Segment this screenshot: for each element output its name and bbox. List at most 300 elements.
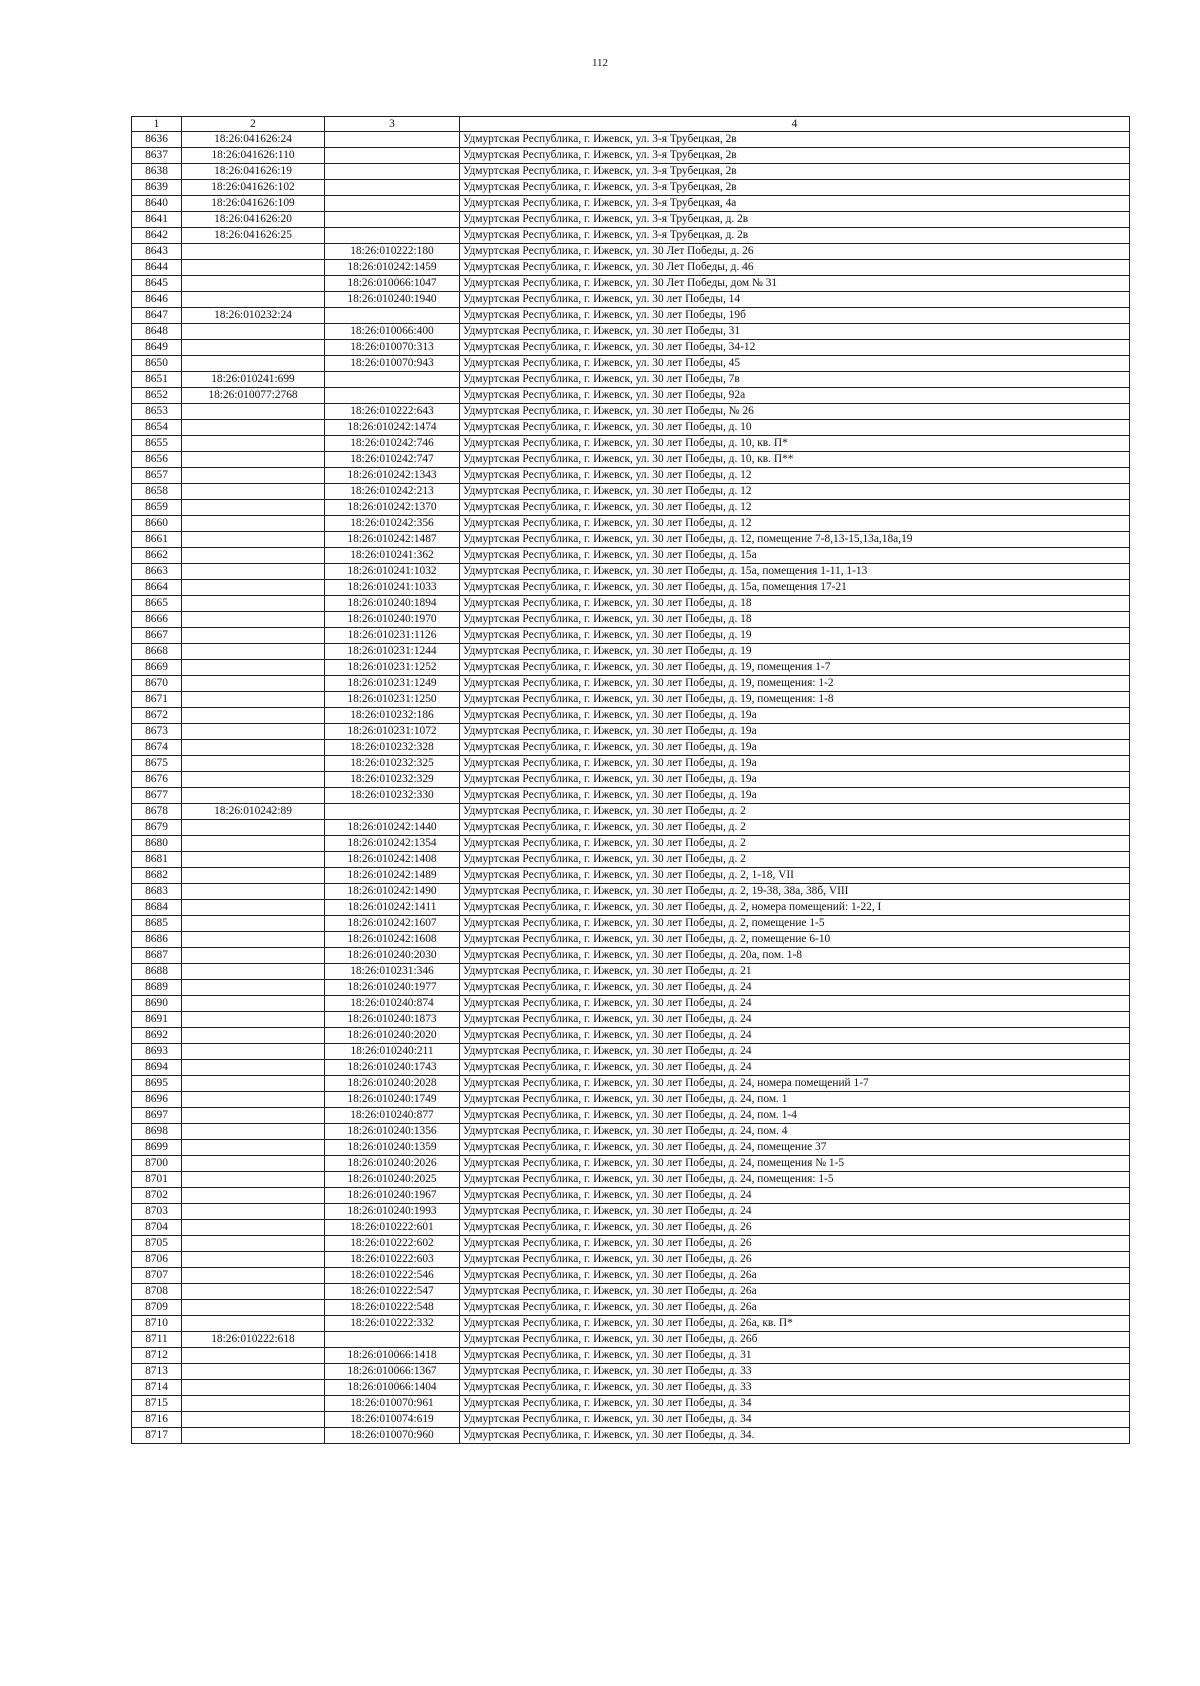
cadastral-number-col3-cell: 18:26:010222:601 (325, 1220, 460, 1236)
address-cell: Удмуртская Республика, г. Ижевск, ул. 30 лет Победы, д. 19, помещения: 1-2 (460, 676, 1130, 692)
table-row (132, 868, 1130, 884)
address-cell: Удмуртская Республика, г. Ижевск, ул. 30 лет Победы, д. 12 (460, 500, 1130, 516)
row-number-cell: 8691 (132, 1012, 182, 1028)
address-cell: Удмуртская Республика, г. Ижевск, ул. 30 лет Победы, д. 24 (460, 996, 1130, 1012)
row-number-cell: 8637 (132, 148, 182, 164)
row-number-cell: 8680 (132, 836, 182, 852)
address-cell: Удмуртская Республика, г. Ижевск, ул. 30 лет Победы, д. 19а (460, 708, 1130, 724)
row-number-cell: 8672 (132, 708, 182, 724)
column-header-3: 3 (325, 117, 460, 132)
cadastral-number-col3-cell (325, 132, 460, 148)
address-cell: Удмуртская Республика, г. Ижевск, ул. 30 лет Победы, д. 24 (460, 1012, 1130, 1028)
row-number-cell: 8695 (132, 1076, 182, 1092)
table-body (132, 132, 1130, 1444)
cadastral-number-col3-cell: 18:26:010222:547 (325, 1284, 460, 1300)
cadastral-number-col2-cell (182, 1076, 325, 1092)
column-header-1: 1 (132, 117, 182, 132)
cadastral-number-col2-cell: 18:26:041626:24 (182, 132, 325, 148)
cadastral-number-col3-cell: 18:26:010242:213 (325, 484, 460, 500)
table-row (132, 532, 1130, 548)
cadastral-number-col2-cell (182, 356, 325, 372)
row-number-cell: 8690 (132, 996, 182, 1012)
table-row (132, 612, 1130, 628)
address-cell: Удмуртская Республика, г. Ижевск, ул. 30 лет Победы, д. 15а, помещения 1-11, 1-13 (460, 564, 1130, 580)
cadastral-number-col2-cell (182, 1284, 325, 1300)
address-cell: Удмуртская Республика, г. Ижевск, ул. 30 лет Победы, д. 19 (460, 644, 1130, 660)
row-number-cell: 8706 (132, 1252, 182, 1268)
row-number-cell: 8712 (132, 1348, 182, 1364)
cadastral-number-col2-cell (182, 452, 325, 468)
address-cell: Удмуртская Республика, г. Ижевск, ул. 30 Лет Победы, дом № 31 (460, 276, 1130, 292)
address-cell: Удмуртская Республика, г. Ижевск, ул. 30 лет Победы, д. 2 (460, 852, 1130, 868)
cadastral-number-col3-cell: 18:26:010240:1356 (325, 1124, 460, 1140)
cadastral-number-col2-cell (182, 980, 325, 996)
table-row (132, 484, 1130, 500)
row-number-cell: 8668 (132, 644, 182, 660)
table-row (132, 260, 1130, 276)
cadastral-number-col2-cell (182, 548, 325, 564)
cadastral-number-col2-cell (182, 1108, 325, 1124)
row-number-cell: 8693 (132, 1044, 182, 1060)
cadastral-number-col2-cell (182, 1236, 325, 1252)
page-number: 112 (591, 57, 609, 69)
table-row (132, 324, 1130, 340)
row-number-cell: 8694 (132, 1060, 182, 1076)
row-number-cell: 8645 (132, 276, 182, 292)
row-number-cell: 8661 (132, 532, 182, 548)
table-row (132, 1124, 1130, 1140)
cadastral-number-col3-cell: 18:26:010241:1033 (325, 580, 460, 596)
table-row (132, 436, 1130, 452)
cadastral-number-col3-cell: 18:26:010231:1250 (325, 692, 460, 708)
row-number-cell: 8639 (132, 180, 182, 196)
table-row (132, 948, 1130, 964)
cadastral-number-col3-cell: 18:26:010240:877 (325, 1108, 460, 1124)
table-row (132, 180, 1130, 196)
table-row (132, 932, 1130, 948)
cadastral-number-col3-cell (325, 804, 460, 820)
cadastral-number-col3-cell (325, 164, 460, 180)
cadastral-number-col2-cell (182, 900, 325, 916)
cadastral-number-col2-cell (182, 468, 325, 484)
cadastral-number-col3-cell: 18:26:010222:548 (325, 1300, 460, 1316)
address-cell: Удмуртская Республика, г. Ижевск, ул. 30 лет Победы, д. 26а (460, 1284, 1130, 1300)
address-cell: Удмуртская Республика, г. Ижевск, ул. 3-я Трубецкая, 4а (460, 196, 1130, 212)
cadastral-number-col2-cell: 18:26:010077:2768 (182, 388, 325, 404)
table-row (132, 708, 1130, 724)
address-cell: Удмуртская Республика, г. Ижевск, ул. 30 лет Победы, д. 26а (460, 1300, 1130, 1316)
cadastral-number-col3-cell: 18:26:010240:2028 (325, 1076, 460, 1092)
cadastral-number-col3-cell: 18:26:010066:400 (325, 324, 460, 340)
cadastral-number-col2-cell (182, 532, 325, 548)
table-row (132, 772, 1130, 788)
table-row (132, 676, 1130, 692)
cadastral-number-col3-cell: 18:26:010070:961 (325, 1396, 460, 1412)
address-cell: Удмуртская Республика, г. Ижевск, ул. 30 лет Победы, д. 24 (460, 980, 1130, 996)
table-row (132, 788, 1130, 804)
cadastral-number-col3-cell: 18:26:010222:546 (325, 1268, 460, 1284)
address-cell: Удмуртская Республика, г. Ижевск, ул. 30 лет Победы, д. 15а (460, 548, 1130, 564)
row-number-cell: 8673 (132, 724, 182, 740)
cadastral-number-col2-cell (182, 340, 325, 356)
cadastral-number-col2-cell (182, 660, 325, 676)
table-row (132, 404, 1130, 420)
row-number-cell: 8647 (132, 308, 182, 324)
table-row (132, 1044, 1130, 1060)
address-cell: Удмуртская Республика, г. Ижевск, ул. 30 лет Победы, д. 2, 19-38, 38а, 38б, VIII (460, 884, 1130, 900)
cadastral-number-col2-cell (182, 1316, 325, 1332)
cadastral-number-col2-cell (182, 1396, 325, 1412)
address-cell: Удмуртская Республика, г. Ижевск, ул. 3-я Трубецкая, 2в (460, 164, 1130, 180)
cadastral-number-col3-cell: 18:26:010242:1459 (325, 260, 460, 276)
cadastral-number-col2-cell (182, 260, 325, 276)
address-cell: Удмуртская Республика, г. Ижевск, ул. 30 лет Победы, д. 12 (460, 484, 1130, 500)
row-number-cell: 8681 (132, 852, 182, 868)
cadastral-number-col3-cell: 18:26:010240:1749 (325, 1092, 460, 1108)
address-cell: Удмуртская Республика, г. Ижевск, ул. 30 лет Победы, д. 2, помещение 6-10 (460, 932, 1130, 948)
cadastral-number-col3-cell: 18:26:010242:746 (325, 436, 460, 452)
cadastral-number-col3-cell: 18:26:010231:1072 (325, 724, 460, 740)
row-number-cell: 8655 (132, 436, 182, 452)
address-cell: Удмуртская Республика, г. Ижевск, ул. 30 лет Победы, 19б (460, 308, 1130, 324)
row-number-cell: 8685 (132, 916, 182, 932)
address-cell: Удмуртская Республика, г. Ижевск, ул. 30 лет Победы, 45 (460, 356, 1130, 372)
row-number-cell: 8708 (132, 1284, 182, 1300)
cadastral-number-col2-cell (182, 1012, 325, 1028)
table-row (132, 372, 1130, 388)
address-cell: Удмуртская Республика, г. Ижевск, ул. 30 лет Победы, д. 19а (460, 772, 1130, 788)
table-row (132, 820, 1130, 836)
cadastral-number-col2-cell (182, 1428, 325, 1444)
cadastral-number-col2-cell (182, 772, 325, 788)
address-cell: Удмуртская Республика, г. Ижевск, ул. 30 лет Победы, 14 (460, 292, 1130, 308)
cadastral-number-col2-cell (182, 788, 325, 804)
cadastral-number-col3-cell: 18:26:010232:330 (325, 788, 460, 804)
row-number-cell: 8660 (132, 516, 182, 532)
address-cell: Удмуртская Республика, г. Ижевск, ул. 30 лет Победы, д. 24, помещения № 1-5 (460, 1156, 1130, 1172)
cadastral-number-col3-cell (325, 372, 460, 388)
table-row (132, 1252, 1130, 1268)
table-row (132, 724, 1130, 740)
cadastral-number-col3-cell (325, 228, 460, 244)
row-number-cell: 8679 (132, 820, 182, 836)
cadastral-number-col2-cell (182, 628, 325, 644)
row-number-cell: 8713 (132, 1364, 182, 1380)
header-row (132, 117, 1130, 132)
cadastral-number-col2-cell (182, 836, 325, 852)
cadastral-number-col2-cell (182, 1380, 325, 1396)
row-number-cell: 8689 (132, 980, 182, 996)
address-cell: Удмуртская Республика, г. Ижевск, ул. 30 лет Победы, д. 33 (460, 1364, 1130, 1380)
cadastral-number-col2-cell: 18:26:041626:20 (182, 212, 325, 228)
table-row (132, 996, 1130, 1012)
row-number-cell: 8659 (132, 500, 182, 516)
cadastral-number-col3-cell: 18:26:010066:1367 (325, 1364, 460, 1380)
cadastral-number-col3-cell: 18:26:010242:1608 (325, 932, 460, 948)
table-row (132, 1380, 1130, 1396)
table-row (132, 212, 1130, 228)
cadastral-number-col3-cell: 18:26:010242:747 (325, 452, 460, 468)
table-row (132, 692, 1130, 708)
row-number-cell: 8709 (132, 1300, 182, 1316)
address-cell: Удмуртская Республика, г. Ижевск, ул. 30 лет Победы, д. 24 (460, 1188, 1130, 1204)
table-row (132, 1188, 1130, 1204)
row-number-cell: 8665 (132, 596, 182, 612)
address-cell: Удмуртская Республика, г. Ижевск, ул. 30 лет Победы, д. 34. (460, 1428, 1130, 1444)
cadastral-number-col3-cell: 18:26:010232:325 (325, 756, 460, 772)
table-row (132, 420, 1130, 436)
cadastral-number-col2-cell (182, 516, 325, 532)
address-cell: Удмуртская Республика, г. Ижевск, ул. 30 лет Победы, д. 10, кв. П* (460, 436, 1130, 452)
cadastral-number-col3-cell: 18:26:010242:1408 (325, 852, 460, 868)
row-number-cell: 8662 (132, 548, 182, 564)
cadastral-number-col2-cell (182, 708, 325, 724)
cadastral-number-col2-cell (182, 1172, 325, 1188)
cadastral-number-col3-cell: 18:26:010242:1440 (325, 820, 460, 836)
address-cell: Удмуртская Республика, г. Ижевск, ул. 30 лет Победы, д. 24, пом. 4 (460, 1124, 1130, 1140)
cadastral-number-col3-cell: 18:26:010240:211 (325, 1044, 460, 1060)
cadastral-number-col3-cell: 18:26:010232:186 (325, 708, 460, 724)
table-row (132, 1092, 1130, 1108)
cadastral-number-col2-cell (182, 644, 325, 660)
cadastral-number-col2-cell (182, 324, 325, 340)
cadastral-number-col3-cell: 18:26:010240:2030 (325, 948, 460, 964)
cadastral-number-col3-cell: 18:26:010231:1244 (325, 644, 460, 660)
row-number-cell: 8654 (132, 420, 182, 436)
row-number-cell: 8707 (132, 1268, 182, 1284)
cadastral-number-col2-cell: 18:26:010232:24 (182, 308, 325, 324)
row-number-cell: 8678 (132, 804, 182, 820)
address-cell: Удмуртская Республика, г. Ижевск, ул. 30 лет Победы, д. 24 (460, 1044, 1130, 1060)
address-cell: Удмуртская Республика, г. Ижевск, ул. 3-я Трубецкая, д. 2в (460, 212, 1130, 228)
cadastral-number-col2-cell (182, 756, 325, 772)
row-number-cell: 8653 (132, 404, 182, 420)
address-cell: Удмуртская Республика, г. Ижевск, ул. 30 лет Победы, д. 12 (460, 516, 1130, 532)
cadastral-number-col3-cell: 18:26:010232:328 (325, 740, 460, 756)
row-number-cell: 8683 (132, 884, 182, 900)
table-row (132, 1236, 1130, 1252)
address-cell: Удмуртская Республика, г. Ижевск, ул. 30 лет Победы, д. 34 (460, 1412, 1130, 1428)
table-row (132, 452, 1130, 468)
cadastral-number-col2-cell (182, 932, 325, 948)
cadastral-number-col3-cell: 18:26:010066:1047 (325, 276, 460, 292)
table-row (132, 308, 1130, 324)
address-cell: Удмуртская Республика, г. Ижевск, ул. 3-я Трубецкая, д. 2в (460, 228, 1130, 244)
cadastral-number-col3-cell: 18:26:010222:180 (325, 244, 460, 260)
cadastral-number-col3-cell: 18:26:010070:943 (325, 356, 460, 372)
row-number-cell: 8688 (132, 964, 182, 980)
address-cell: Удмуртская Республика, г. Ижевск, ул. 30 лет Победы, д. 12 (460, 468, 1130, 484)
address-cell: Удмуртская Республика, г. Ижевск, ул. 30 лет Победы, д. 19 (460, 628, 1130, 644)
row-number-cell: 8656 (132, 452, 182, 468)
table-row (132, 196, 1130, 212)
cadastral-number-col3-cell: 18:26:010242:1490 (325, 884, 460, 900)
table-row (132, 1076, 1130, 1092)
table-row (132, 1396, 1130, 1412)
cadastral-number-col3-cell: 18:26:010231:1249 (325, 676, 460, 692)
cadastral-number-col3-cell: 18:26:010242:1474 (325, 420, 460, 436)
cadastral-number-col3-cell: 18:26:010222:602 (325, 1236, 460, 1252)
cadastral-number-col2-cell (182, 484, 325, 500)
address-cell: Удмуртская Республика, г. Ижевск, ул. 3-я Трубецкая, 2в (460, 148, 1130, 164)
table-row (132, 340, 1130, 356)
address-cell: Удмуртская Республика, г. Ижевск, ул. 30 лет Победы, 31 (460, 324, 1130, 340)
cadastral-number-col3-cell: 18:26:010240:1894 (325, 596, 460, 612)
registry-table (131, 116, 1130, 1444)
cadastral-number-col2-cell (182, 1300, 325, 1316)
cadastral-number-col2-cell: 18:26:041626:25 (182, 228, 325, 244)
row-number-cell: 8715 (132, 1396, 182, 1412)
row-number-cell: 8652 (132, 388, 182, 404)
cadastral-number-col2-cell: 18:26:041626:19 (182, 164, 325, 180)
cadastral-number-col2-cell (182, 1364, 325, 1380)
cadastral-number-col2-cell: 18:26:010222:618 (182, 1332, 325, 1348)
row-number-cell: 8701 (132, 1172, 182, 1188)
table-row (132, 1412, 1130, 1428)
address-cell: Удмуртская Республика, г. Ижевск, ул. 30 лет Победы, 92а (460, 388, 1130, 404)
address-cell: Удмуртская Республика, г. Ижевск, ул. 30 лет Победы, д. 31 (460, 1348, 1130, 1364)
cadastral-number-col2-cell (182, 916, 325, 932)
cadastral-number-col3-cell: 18:26:010240:2020 (325, 1028, 460, 1044)
cadastral-number-col3-cell: 18:26:010231:346 (325, 964, 460, 980)
row-number-cell: 8648 (132, 324, 182, 340)
address-cell: Удмуртская Республика, г. Ижевск, ул. 30 лет Победы, д. 24, пом. 1 (460, 1092, 1130, 1108)
address-cell: Удмуртская Республика, г. Ижевск, ул. 30 лет Победы, д. 2, 1-18, VII (460, 868, 1130, 884)
cadastral-number-col3-cell: 18:26:010240:1743 (325, 1060, 460, 1076)
row-number-cell: 8699 (132, 1140, 182, 1156)
address-cell: Удмуртская Республика, г. Ижевск, ул. 30 лет Победы, д. 24 (460, 1060, 1130, 1076)
cadastral-number-col3-cell: 18:26:010240:1359 (325, 1140, 460, 1156)
cadastral-number-col3-cell: 18:26:010231:1126 (325, 628, 460, 644)
address-cell: Удмуртская Республика, г. Ижевск, ул. 30 лет Победы, д. 26 (460, 1220, 1130, 1236)
row-number-cell: 8649 (132, 340, 182, 356)
cadastral-number-col3-cell: 18:26:010242:1343 (325, 468, 460, 484)
table-row (132, 1316, 1130, 1332)
cadastral-number-col2-cell (182, 1124, 325, 1140)
cadastral-number-col2-cell (182, 1204, 325, 1220)
table-row (132, 132, 1130, 148)
table-row (132, 1012, 1130, 1028)
address-cell: Удмуртская Республика, г. Ижевск, ул. 30 лет Победы, д. 24 (460, 1028, 1130, 1044)
row-number-cell: 8702 (132, 1188, 182, 1204)
cadastral-number-col2-cell (182, 724, 325, 740)
table-row (132, 580, 1130, 596)
address-cell: Удмуртская Республика, г. Ижевск, ул. 30 лет Победы, д. 20а, пом. 1-8 (460, 948, 1130, 964)
table-row (132, 1172, 1130, 1188)
table-row (132, 244, 1130, 260)
table-row (132, 756, 1130, 772)
table-row (132, 916, 1130, 932)
address-cell: Удмуртская Республика, г. Ижевск, ул. 30 лет Победы, д. 19а (460, 788, 1130, 804)
cadastral-number-col2-cell (182, 244, 325, 260)
row-number-cell: 8705 (132, 1236, 182, 1252)
cadastral-number-col2-cell (182, 596, 325, 612)
row-number-cell: 8667 (132, 628, 182, 644)
cadastral-number-col3-cell (325, 1332, 460, 1348)
table-row (132, 1108, 1130, 1124)
address-cell: Удмуртская Республика, г. Ижевск, ул. 30 лет Победы, 34-12 (460, 340, 1130, 356)
row-number-cell: 8643 (132, 244, 182, 260)
cadastral-number-col3-cell: 18:26:010240:1940 (325, 292, 460, 308)
address-cell: Удмуртская Республика, г. Ижевск, ул. 30 лет Победы, д. 12, помещение 7-8,13-15,13а,18а,19 (460, 532, 1130, 548)
table-row (132, 900, 1130, 916)
row-number-cell: 8697 (132, 1108, 182, 1124)
table-row (132, 164, 1130, 180)
address-cell: Удмуртская Республика, г. Ижевск, ул. 30 лет Победы, д. 18 (460, 596, 1130, 612)
cadastral-number-col2-cell (182, 676, 325, 692)
cadastral-number-col3-cell: 18:26:010222:603 (325, 1252, 460, 1268)
table-row (132, 1428, 1130, 1444)
address-cell: Удмуртская Республика, г. Ижевск, ул. 30 лет Победы, д. 26 (460, 1252, 1130, 1268)
cadastral-number-col3-cell (325, 196, 460, 212)
cadastral-number-col3-cell: 18:26:010240:1873 (325, 1012, 460, 1028)
table-row (132, 356, 1130, 372)
row-number-cell: 8674 (132, 740, 182, 756)
cadastral-number-col3-cell: 18:26:010242:1354 (325, 836, 460, 852)
cadastral-number-col2-cell (182, 292, 325, 308)
row-number-cell: 8666 (132, 612, 182, 628)
table-row (132, 1204, 1130, 1220)
table-row (132, 1060, 1130, 1076)
row-number-cell: 8711 (132, 1332, 182, 1348)
cadastral-number-col3-cell: 18:26:010242:1607 (325, 916, 460, 932)
table-header (132, 117, 1130, 132)
address-cell: Удмуртская Республика, г. Ижевск, ул. 30 лет Победы, д. 26б (460, 1332, 1130, 1348)
address-cell: Удмуртская Республика, г. Ижевск, ул. 30 лет Победы, д. 26а (460, 1268, 1130, 1284)
row-number-cell: 8684 (132, 900, 182, 916)
row-number-cell: 8676 (132, 772, 182, 788)
row-number-cell: 8710 (132, 1316, 182, 1332)
address-cell: Удмуртская Республика, г. Ижевск, ул. 30 лет Победы, д. 24 (460, 1204, 1130, 1220)
cadastral-number-col3-cell: 18:26:010074:619 (325, 1412, 460, 1428)
row-number-cell: 8669 (132, 660, 182, 676)
cadastral-number-col2-cell (182, 1140, 325, 1156)
cadastral-number-col3-cell: 18:26:010240:874 (325, 996, 460, 1012)
address-cell: Удмуртская Республика, г. Ижевск, ул. 30 лет Победы, д. 15а, помещения 17-21 (460, 580, 1130, 596)
cadastral-number-col3-cell: 18:26:010241:362 (325, 548, 460, 564)
table-row (132, 644, 1130, 660)
table-row (132, 1028, 1130, 1044)
cadastral-number-col2-cell (182, 852, 325, 868)
row-number-cell: 8704 (132, 1220, 182, 1236)
address-cell: Удмуртская Республика, г. Ижевск, ул. 30 лет Победы, д. 10 (460, 420, 1130, 436)
table-row (132, 276, 1130, 292)
cadastral-number-col2-cell (182, 564, 325, 580)
table-row (132, 1348, 1130, 1364)
cadastral-number-col2-cell (182, 1060, 325, 1076)
address-cell: Удмуртская Республика, г. Ижевск, ул. 30 лет Победы, д. 10, кв. П** (460, 452, 1130, 468)
table-row (132, 836, 1130, 852)
address-cell: Удмуртская Республика, г. Ижевск, ул. 30 лет Победы, д. 24, помещение 37 (460, 1140, 1130, 1156)
address-cell: Удмуртская Республика, г. Ижевск, ул. 3-я Трубецкая, 2в (460, 180, 1130, 196)
cadastral-number-col3-cell: 18:26:010066:1418 (325, 1348, 460, 1364)
cadastral-number-col3-cell: 18:26:010242:1489 (325, 868, 460, 884)
cadastral-number-col2-cell: 18:26:041626:102 (182, 180, 325, 196)
address-cell: Удмуртская Республика, г. Ижевск, ул. 3-я Трубецкая, 2в (460, 132, 1130, 148)
table-row (132, 1284, 1130, 1300)
cadastral-number-col3-cell: 18:26:010240:1993 (325, 1204, 460, 1220)
table-row (132, 228, 1130, 244)
address-cell: Удмуртская Республика, г. Ижевск, ул. 30 лет Победы, д. 19а (460, 740, 1130, 756)
row-number-cell: 8641 (132, 212, 182, 228)
address-cell: Удмуртская Республика, г. Ижевск, ул. 30 лет Победы, д. 26 (460, 1236, 1130, 1252)
cadastral-number-col3-cell: 18:26:010070:313 (325, 340, 460, 356)
table-row (132, 1332, 1130, 1348)
cadastral-number-col2-cell (182, 1092, 325, 1108)
address-cell: Удмуртская Республика, г. Ижевск, ул. 30 лет Победы, д. 19а (460, 756, 1130, 772)
row-number-cell: 8714 (132, 1380, 182, 1396)
row-number-cell: 8682 (132, 868, 182, 884)
